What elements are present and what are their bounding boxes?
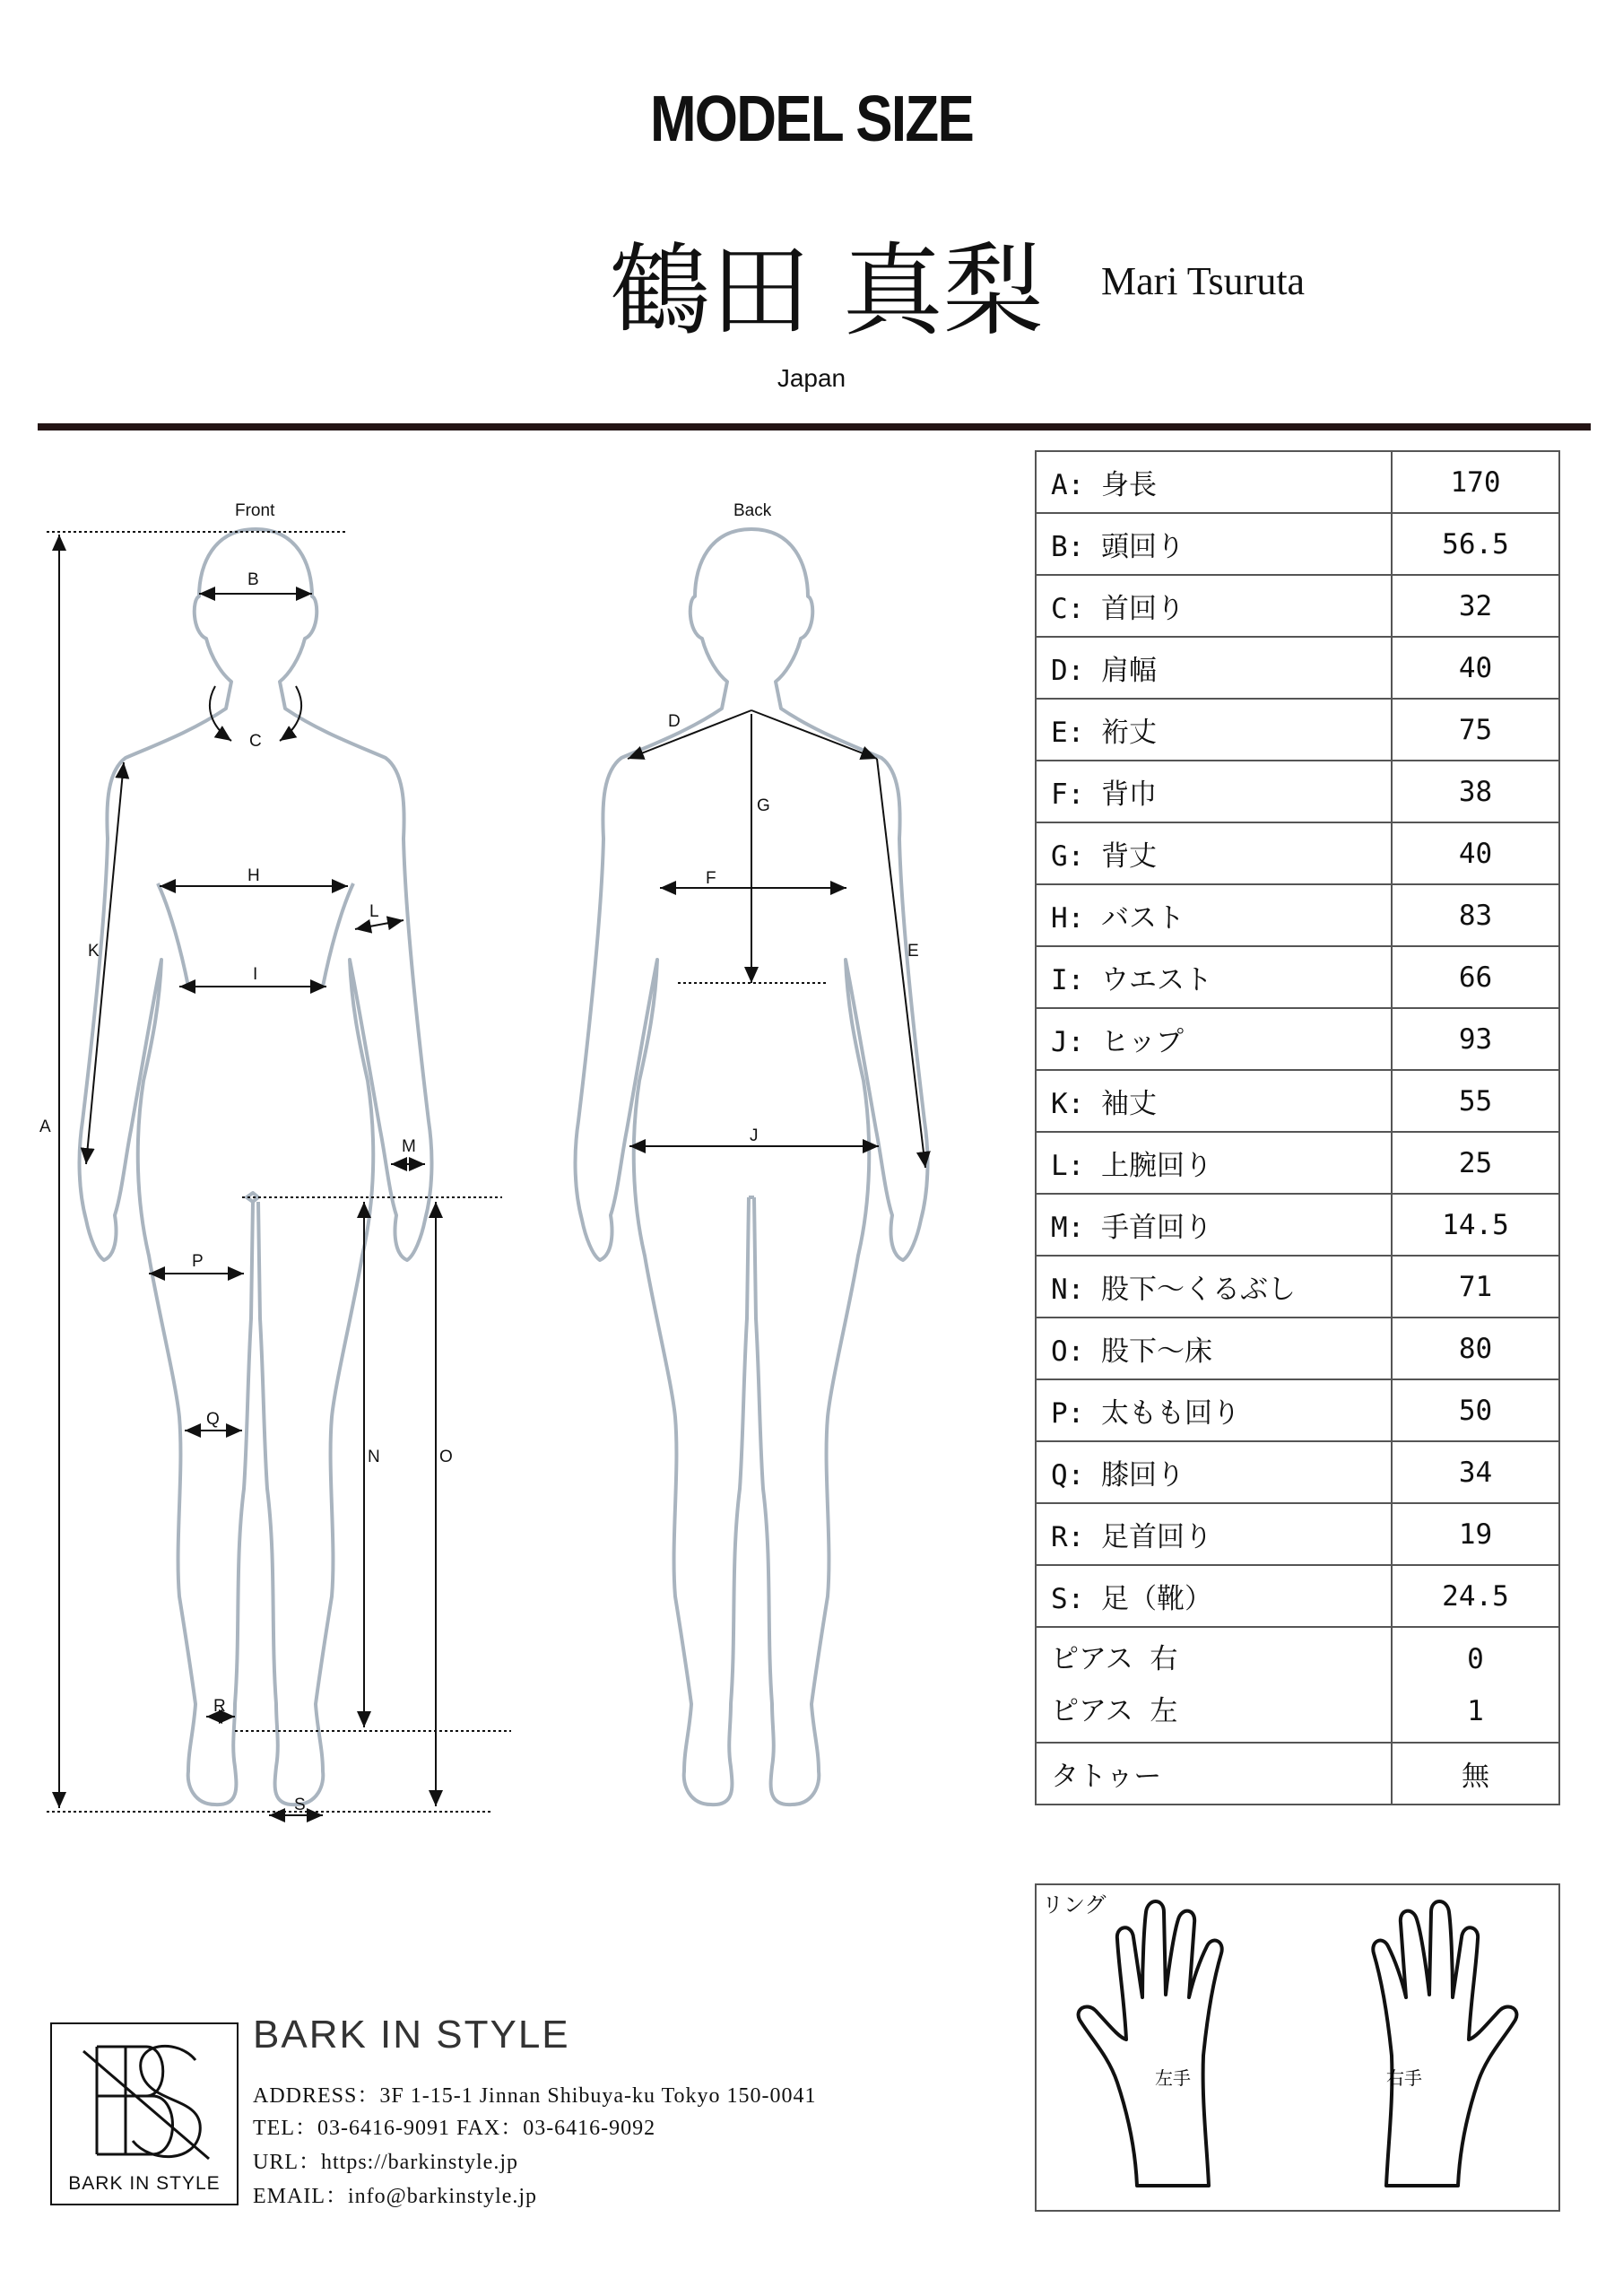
measurement-label: M: 手首回り	[1036, 1194, 1392, 1256]
measurement-value: 40	[1392, 822, 1559, 884]
measurement-row	[1036, 946, 1559, 1008]
measurement-value: 80	[1392, 1318, 1559, 1379]
measurement-row	[1036, 1379, 1559, 1441]
tattoo-value: 無	[1392, 1743, 1559, 1805]
measurement-row	[1036, 1194, 1559, 1256]
measurement-row	[1036, 1070, 1559, 1132]
label-K: K	[88, 942, 100, 961]
measurement-value: 56.5	[1392, 513, 1559, 575]
label-C: C	[249, 732, 262, 751]
label-N: N	[368, 1448, 380, 1466]
measurement-label: P: 太もも回り	[1036, 1379, 1392, 1441]
measurement-label: A: 身長	[1036, 451, 1392, 513]
model-country: Japan	[777, 364, 846, 392]
label-A: A	[39, 1118, 51, 1136]
measurement-label: O: 股下～床	[1036, 1318, 1392, 1379]
measurement-row	[1036, 1565, 1559, 1627]
measurement-label: J: ヒップ	[1036, 1008, 1392, 1070]
measurement-row	[1036, 513, 1559, 575]
measurement-label: K: 袖丈	[1036, 1070, 1392, 1132]
measurement-row	[1036, 1441, 1559, 1503]
right-hand-label: 右手	[1386, 2067, 1422, 2089]
measurement-value: 75	[1392, 699, 1559, 761]
label-D: D	[668, 712, 681, 731]
page-title: MODEL SIZE	[649, 83, 974, 155]
measurement-value: 93	[1392, 1008, 1559, 1070]
brand-logo	[50, 2022, 239, 2205]
header-divider	[38, 423, 1591, 430]
right-hand-icon	[1373, 1901, 1516, 2186]
measurement-label: R: 足首回り	[1036, 1503, 1392, 1565]
label-P: P	[192, 1252, 204, 1271]
measurement-value: 38	[1392, 761, 1559, 822]
label-G: G	[757, 796, 770, 815]
measurement-value: 50	[1392, 1379, 1559, 1441]
label-L: L	[369, 902, 379, 921]
measurement-row	[1036, 699, 1559, 761]
url-link[interactable]: URL：https://barkinstyle.jp	[253, 2151, 518, 2174]
measurement-label: H: バスト	[1036, 884, 1392, 946]
measurement-row	[1036, 637, 1559, 699]
phone-fax-line: TEL：03-6416-9091 FAX：03-6416-9092	[253, 2117, 656, 2140]
left-hand-icon	[1079, 1901, 1222, 2186]
measurement-label: D: 肩幅	[1036, 637, 1392, 699]
measurement-value: 19	[1392, 1503, 1559, 1565]
measurement-value: 55	[1392, 1070, 1559, 1132]
measurement-label: N: 股下～くるぶし	[1036, 1256, 1392, 1318]
measurement-label: Q: 膝回り	[1036, 1441, 1392, 1503]
brand-name: BARK IN STYLE	[253, 2013, 570, 2057]
measurement-row	[1036, 822, 1559, 884]
hands-diagram	[1037, 1885, 1558, 2210]
ring-section	[1035, 1883, 1560, 2212]
piercing-left-value: 1	[1467, 1694, 1484, 1727]
label-O: O	[439, 1448, 453, 1466]
body-measurement-diagram	[0, 484, 1004, 1830]
measurements-table	[1035, 450, 1560, 1805]
ring-title: リング	[1042, 1892, 1107, 1918]
measurement-value: 66	[1392, 946, 1559, 1008]
measurement-value: 24.5	[1392, 1565, 1559, 1627]
measurement-value: 40	[1392, 637, 1559, 699]
measurement-label: B: 頭回り	[1036, 513, 1392, 575]
address-line: ADDRESS：3F 1-15-1 Jinnan Shibuya-ku Tokyo 150-0041	[253, 2084, 817, 2108]
measurement-row	[1036, 1318, 1559, 1379]
front-figure-outline	[80, 529, 432, 1805]
measurement-label: C: 首回り	[1036, 575, 1392, 637]
label-H: H	[247, 866, 260, 885]
label-M: M	[402, 1137, 416, 1156]
measurement-row	[1036, 451, 1559, 513]
measurement-row	[1036, 761, 1559, 822]
measurement-value: 32	[1392, 575, 1559, 637]
measurement-row	[1036, 1503, 1559, 1565]
measurement-label: L: 上腕回り	[1036, 1132, 1392, 1194]
measurement-row	[1036, 575, 1559, 637]
piercing-right-value: 0	[1467, 1642, 1484, 1675]
piercing-row	[1036, 1627, 1559, 1743]
measurement-value: 14.5	[1392, 1194, 1559, 1256]
piercing-right-label: ピアス 右	[1051, 1642, 1178, 1675]
label-S: S	[294, 1796, 306, 1814]
label-F: F	[706, 869, 716, 888]
label-J: J	[750, 1126, 759, 1145]
bis-monogram-icon	[70, 2033, 219, 2168]
label-Q: Q	[206, 1410, 220, 1429]
email-link[interactable]: EMAIL：info@barkinstyle.jp	[253, 2185, 538, 2208]
tattoo-label: タトゥー	[1036, 1743, 1392, 1805]
measurement-row	[1036, 884, 1559, 946]
label-E: E	[907, 942, 919, 961]
measurement-label: S: 足（靴）	[1036, 1565, 1392, 1627]
logo-caption: BARK IN STYLE	[68, 2173, 221, 2194]
label-I: I	[253, 965, 258, 984]
measurement-label: E: 裄丈	[1036, 699, 1392, 761]
measurement-row	[1036, 1008, 1559, 1070]
measurement-label: G: 背丈	[1036, 822, 1392, 884]
model-name-english: Mari Tsuruta	[1101, 259, 1306, 303]
measurement-value: 170	[1392, 451, 1559, 513]
measurement-value: 71	[1392, 1256, 1559, 1318]
measurement-value: 83	[1392, 884, 1559, 946]
measurement-value: 25	[1392, 1132, 1559, 1194]
measurement-label: I: ウエスト	[1036, 946, 1392, 1008]
measurement-row	[1036, 1132, 1559, 1194]
model-name-japanese: 鶴田 真梨	[610, 233, 1044, 350]
front-view-label: Front	[235, 501, 275, 520]
measurement-row	[1036, 1256, 1559, 1318]
tattoo-row	[1036, 1743, 1559, 1805]
label-B: B	[247, 570, 259, 589]
measurement-label: F: 背巾	[1036, 761, 1392, 822]
measurement-value: 34	[1392, 1441, 1559, 1503]
piercing-left-label: ピアス 左	[1051, 1694, 1178, 1727]
left-hand-label: 左手	[1155, 2067, 1191, 2089]
label-R: R	[213, 1697, 226, 1716]
back-view-label: Back	[733, 501, 772, 520]
